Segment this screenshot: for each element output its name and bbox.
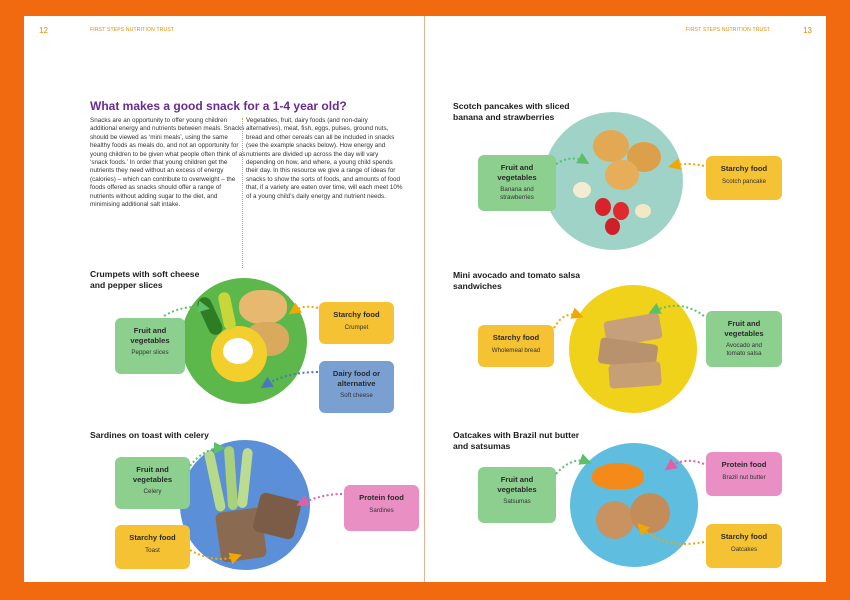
snack4-title-line1: Mini avocado and tomato salsa — [453, 270, 581, 280]
starchy-item: Wholemeal bread — [491, 346, 541, 354]
snack4-fruit-veg-box — [706, 311, 782, 367]
celery-stick — [204, 450, 227, 513]
snack2-title: Sardines on toast with celery — [90, 430, 209, 440]
snack1-title — [90, 269, 199, 291]
celery-stick — [237, 448, 253, 509]
snack1-title-line2: and pepper slices — [90, 280, 163, 290]
fv-title-line1: Fruit and — [136, 465, 169, 474]
fv-title-line2: vegetables — [497, 172, 537, 182]
oatcake — [596, 501, 634, 539]
snack1-fruit-veg-box — [115, 318, 185, 374]
snack1-starchy-box — [319, 302, 394, 344]
page-number-right: 13 — [803, 26, 812, 35]
snack1-title-line1: Crumpets with soft cheese — [90, 269, 200, 279]
snack5-plate — [570, 443, 698, 567]
snack5-title — [453, 430, 579, 452]
protein-title: Protein food — [359, 493, 404, 502]
fv-title-line1: Fruit and — [500, 163, 534, 172]
fv-title-line2: vegetables — [130, 335, 170, 345]
fv-title-line2: vegetables — [132, 474, 173, 484]
pancake — [593, 130, 629, 162]
snack1-dairy-box — [319, 361, 394, 413]
fv-item-line1: Banana and — [500, 186, 534, 193]
protein-item: Sardines — [369, 506, 394, 514]
fv-item-line1: Avocado and — [725, 342, 762, 349]
snack2-plate — [180, 440, 310, 570]
page-heading: What makes a good snack for a 1-4 year old? — [90, 99, 347, 113]
dairy-title-line2: alternative — [337, 378, 376, 388]
fv-title-line2: vegetables — [724, 328, 764, 338]
strawberry — [605, 218, 620, 235]
satsuma-segments — [592, 463, 644, 489]
crumpet-slice — [239, 290, 287, 324]
starchy-item: Toast — [145, 546, 160, 554]
snack5-protein-box — [706, 452, 782, 496]
fv-item: Pepper slices — [131, 349, 169, 356]
fv-item: Celery — [143, 488, 162, 495]
running-head-right: FIRST STEPS NUTRITION TRUST — [686, 27, 771, 33]
fv-item: Satsumas — [503, 498, 531, 505]
snack3-plate — [543, 112, 683, 250]
starchy-title: Starchy food — [129, 533, 176, 542]
column-divider — [242, 118, 243, 268]
snack5-starchy-box — [706, 524, 782, 568]
snack3-title — [453, 101, 570, 123]
snack3-title-line1: Scotch pancakes with sliced — [453, 101, 570, 111]
snack5-fruit-veg-box — [478, 467, 556, 523]
snack5-title-line2: and satsumas — [453, 441, 511, 451]
strawberry — [595, 198, 611, 216]
snack2-fruit-veg-box — [115, 457, 190, 509]
fv-title-line2: vegetables — [497, 484, 537, 494]
starchy-title: Starchy food — [720, 532, 768, 541]
snack2-starchy-box — [115, 525, 190, 569]
running-head-left: FIRST STEPS NUTRITION TRUST — [90, 27, 175, 33]
soft-cheese — [223, 338, 253, 364]
starchy-title: Starchy food — [333, 310, 380, 319]
snack5-title-line1: Oatcakes with Brazil nut butter — [453, 430, 580, 440]
sandwich — [608, 361, 662, 389]
right-page — [425, 16, 826, 582]
dairy-title-line1: Dairy food or — [332, 369, 381, 378]
protein-title: Protein food — [721, 460, 767, 469]
pancake — [605, 160, 639, 190]
page-number-left: 12 — [39, 26, 48, 35]
fv-title-line1: Fruit and — [500, 475, 534, 484]
starchy-item: Oatcakes — [730, 545, 758, 553]
fv-title-line1: Fruit and — [727, 319, 761, 328]
strawberry — [613, 202, 629, 220]
snack3-starchy-box — [706, 156, 782, 200]
snack4-starchy-box — [478, 325, 554, 367]
snack3-fruit-veg-box — [478, 155, 556, 211]
snack4-title — [453, 270, 580, 292]
fv-title-line1: Fruit and — [133, 326, 167, 335]
left-page — [24, 16, 424, 582]
snack2-protein-box — [344, 485, 419, 531]
intro-column-1: Snacks are an opportunity to offer young children additional energy and nutrients between meals. Snacks should be viewed as ‘mini meals’, using the same healthy foods as meals do, and not an opportunity for young children to be given what people often think of as ‘snack foods.’ In order that young children get the nutrients they need without an excess of energy (calories) – which can contribute to overweight – the foods offered as snacks should offer a range of nutrients without adding sugar to the diet, and minimising additional salt intake. — [90, 117, 246, 209]
banana-slice — [635, 204, 651, 218]
snack1-plate — [181, 278, 307, 404]
starchy-title: Starchy food — [720, 164, 768, 173]
booklet-spread — [24, 16, 826, 582]
starchy-title: Starchy food — [492, 333, 540, 342]
dairy-item: Soft cheese — [340, 392, 373, 399]
snack3-title-line2: banana and strawberries — [453, 112, 555, 122]
oatcake — [630, 493, 670, 533]
snack4-title-line2: sandwiches — [453, 281, 502, 291]
starchy-item: Crumpet — [344, 323, 369, 331]
intro-column-2: Vegetables, fruit, dairy foods (and non-dairy alternatives), meat, fish, eggs, pulses, ground nuts, bread and other cereals can all be included in snacks (see the example snacks below). How energy and nutrients are divided up across the day will vary depending on how, and where, a young child spends their day. In this resource we give a range of ideas for snacks to show the sorts of foods, and amounts of food that, if a variety are eaten over time, will each meet 10% of a young child’s daily energy and nutrient needs. — [246, 117, 403, 200]
banana-slice — [573, 182, 591, 198]
fv-item-line2: strawberries — [500, 194, 534, 201]
starchy-item: Scotch pancake — [721, 177, 767, 185]
snack4-plate — [569, 285, 697, 413]
protein-item: Brazil nut butter — [722, 473, 766, 481]
celery-stick — [224, 446, 238, 511]
fv-item-line2: tomato salsa — [726, 350, 762, 357]
